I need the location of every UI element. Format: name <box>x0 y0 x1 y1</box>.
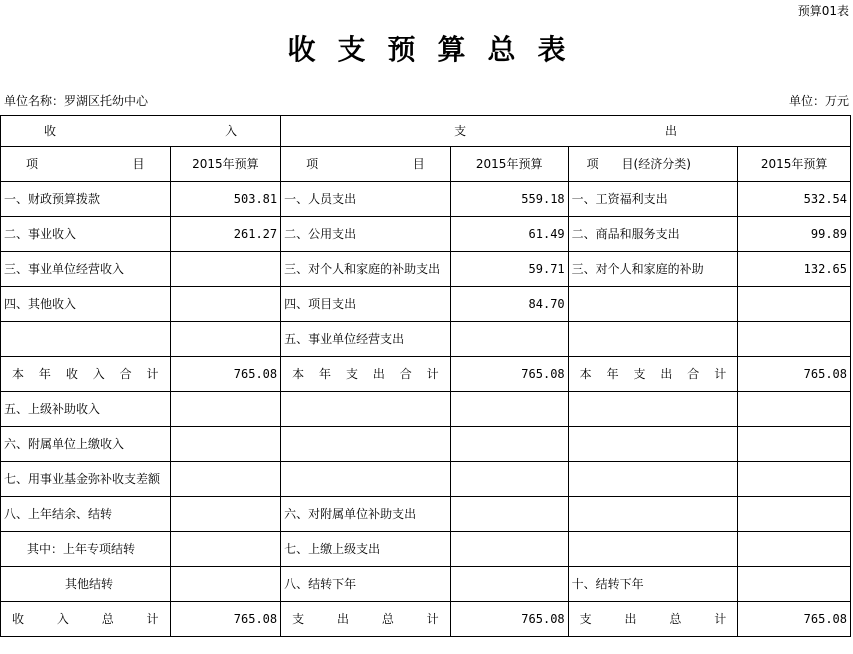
item-label-cell <box>281 602 451 637</box>
item-label-cell: 三、对个人和家庭的补助支出 <box>281 252 451 287</box>
item-label-cell: 五、上级补助收入 <box>1 392 171 427</box>
income-item-header: 项 目 <box>1 147 171 182</box>
budget-amount-cell: 84.70 <box>450 287 568 322</box>
item-label-cell <box>568 462 738 497</box>
budget-table <box>0 115 851 637</box>
table-row <box>1 182 851 217</box>
budget-amount-cell: 765.08 <box>170 357 281 392</box>
income-budget-header: 2015年预算 <box>170 147 281 182</box>
item-label-cell <box>568 357 738 392</box>
budget-amount-cell: 765.08 <box>170 602 281 637</box>
item-label-cell: 一、工资福利支出 <box>568 182 738 217</box>
table-row <box>1 217 851 252</box>
spread-label: 本 年 支 出 合 计 <box>579 367 727 381</box>
page-title: 收支预算总表 <box>287 33 588 66</box>
table-row <box>1 567 851 602</box>
item-label-cell <box>281 462 451 497</box>
expense-header: 支 出 <box>281 116 851 147</box>
item-label-cell: 其他结转 <box>1 567 171 602</box>
item-label-cell <box>568 427 738 462</box>
budget-amount-cell <box>170 392 281 427</box>
budget-amount-cell <box>450 567 568 602</box>
budget-amount-cell <box>738 287 851 322</box>
spread-label: 支 出 总 计 <box>292 612 439 626</box>
spread-label: 收 入 总 计 <box>12 612 159 626</box>
budget-amount-cell <box>170 567 281 602</box>
item-label-cell: 二、商品和服务支出 <box>568 217 738 252</box>
expense-budget-header: 2015年预算 <box>450 147 568 182</box>
item-label-cell <box>568 497 738 532</box>
budget-amount-cell <box>170 287 281 322</box>
budget-amount-cell <box>738 567 851 602</box>
table-row <box>1 357 851 392</box>
table-row <box>1 497 851 532</box>
budget-amount-cell: 99.89 <box>738 217 851 252</box>
table-subheader-row <box>1 147 851 182</box>
item-label-cell: 四、项目支出 <box>281 287 451 322</box>
table-row <box>1 532 851 567</box>
item-label-cell: 六、对附属单位补助支出 <box>281 497 451 532</box>
econ-item-header <box>568 147 738 182</box>
econ-budget-header: 2015年预算 <box>738 147 851 182</box>
table-row <box>1 392 851 427</box>
budget-amount-cell <box>450 462 568 497</box>
budget-amount-cell <box>170 462 281 497</box>
item-label-cell <box>568 392 738 427</box>
unit-name: 单位名称：罗湖区托幼中心 <box>4 94 149 108</box>
item-label-cell <box>281 392 451 427</box>
budget-amount-cell: 132.65 <box>738 252 851 287</box>
item-label-cell <box>281 357 451 392</box>
table-row <box>1 322 851 357</box>
budget-amount-cell <box>450 532 568 567</box>
table-header-row <box>1 116 851 147</box>
econ-item-label: 项 目(经济分类) <box>586 157 691 171</box>
item-label-cell <box>568 532 738 567</box>
item-label-cell: 五、事业单位经营支出 <box>281 322 451 357</box>
budget-amount-cell: 559.18 <box>450 182 568 217</box>
income-header: 收 入 <box>1 116 281 147</box>
item-label-cell: 八、上年结余、结转 <box>1 497 171 532</box>
budget-amount-cell <box>738 427 851 462</box>
item-label-cell: 七、用事业基金弥补收支差额 <box>1 462 171 497</box>
item-label-cell: 其中：上年专项结转 <box>1 532 171 567</box>
budget-amount-cell <box>738 322 851 357</box>
budget-amount-cell: 59.71 <box>450 252 568 287</box>
budget-amount-cell <box>450 497 568 532</box>
budget-amount-cell: 532.54 <box>738 182 851 217</box>
item-label-cell: 八、结转下年 <box>281 567 451 602</box>
expense-item-header: 项 目 <box>281 147 451 182</box>
budget-amount-cell: 765.08 <box>450 357 568 392</box>
item-label-cell: 三、对个人和家庭的补助 <box>568 252 738 287</box>
item-label-cell <box>281 427 451 462</box>
budget-amount-cell <box>170 252 281 287</box>
budget-amount-cell: 503.81 <box>170 182 281 217</box>
item-label-cell <box>1 602 171 637</box>
budget-amount-cell: 765.08 <box>738 357 851 392</box>
item-label-cell: 三、事业单位经营收入 <box>1 252 171 287</box>
item-label-cell: 十、结转下年 <box>568 567 738 602</box>
budget-amount-cell <box>450 392 568 427</box>
item-label-cell: 一、人员支出 <box>281 182 451 217</box>
budget-amount-cell <box>170 322 281 357</box>
budget-amount-cell <box>170 427 281 462</box>
form-number: 预算01表 <box>797 4 849 18</box>
currency-unit: 单位：万元 <box>788 94 849 108</box>
budget-amount-cell: 765.08 <box>738 602 851 637</box>
item-label-cell: 四、其他收入 <box>1 287 171 322</box>
table-row <box>1 427 851 462</box>
table-row <box>1 252 851 287</box>
budget-amount-cell <box>738 497 851 532</box>
spread-label: 本 年 收 入 合 计 <box>12 367 159 381</box>
table-row <box>1 287 851 322</box>
item-label-cell: 二、事业收入 <box>1 217 171 252</box>
budget-amount-cell <box>170 532 281 567</box>
item-label-cell: 七、上缴上级支出 <box>281 532 451 567</box>
budget-amount-cell <box>738 462 851 497</box>
budget-amount-cell <box>738 532 851 567</box>
item-label-cell <box>568 602 738 637</box>
table-row <box>1 602 851 637</box>
item-label-cell <box>568 287 738 322</box>
spread-label: 本 年 支 出 合 计 <box>292 367 439 381</box>
budget-amount-cell <box>450 427 568 462</box>
budget-amount-cell: 61.49 <box>450 217 568 252</box>
item-label-cell: 六、附属单位上缴收入 <box>1 427 171 462</box>
item-label-cell <box>568 322 738 357</box>
item-label-cell: 二、公用支出 <box>281 217 451 252</box>
item-label-cell <box>1 322 171 357</box>
budget-amount-cell: 261.27 <box>170 217 281 252</box>
item-label-cell <box>1 357 171 392</box>
item-label-cell: 一、财政预算拨款 <box>1 182 171 217</box>
budget-amount-cell <box>738 392 851 427</box>
budget-amount-cell <box>170 497 281 532</box>
table-row <box>1 462 851 497</box>
spread-label: 支 出 总 计 <box>579 612 727 626</box>
budget-amount-cell: 765.08 <box>450 602 568 637</box>
budget-amount-cell <box>450 322 568 357</box>
